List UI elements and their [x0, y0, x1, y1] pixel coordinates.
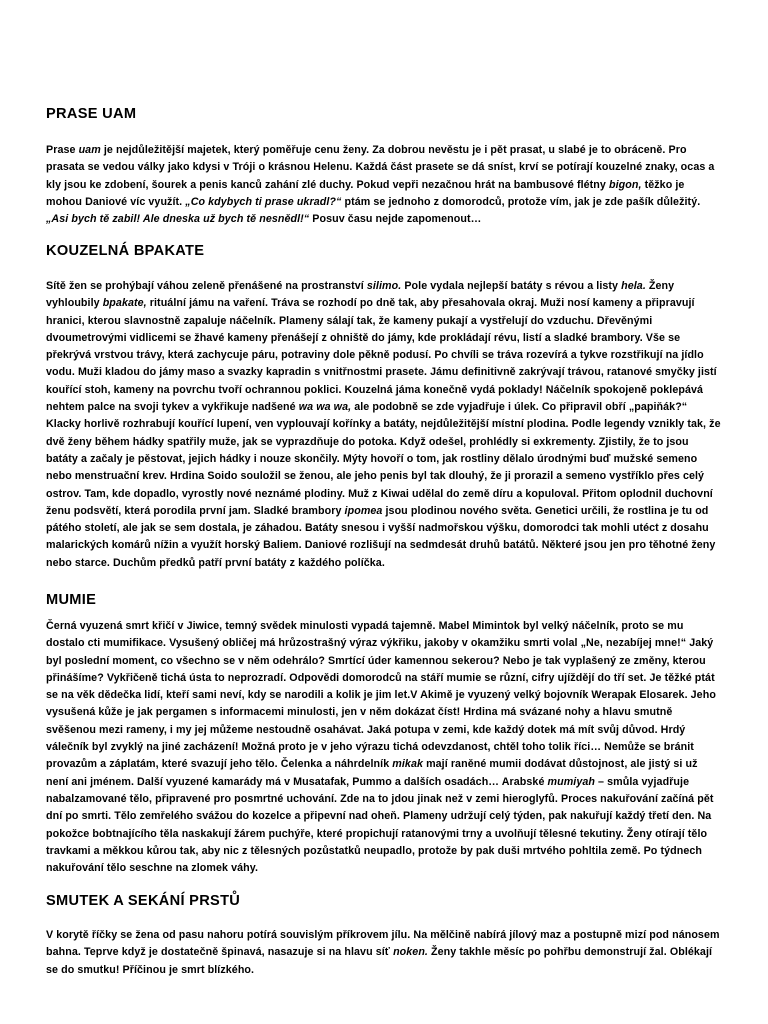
- text-run: rituální jámu na vaření. Tráva se rozhodí po dně tak, aby přesahovala okraj. Muži nosí kameny a připravují hranici, kterou slavnostně zapaluje náčelník. Plameny sálají tak, že kameny pukají a vystřelují do vzduchu. Dřevěnými dvoumetrovými vidlicemi se žhavé kameny přenášejí z ohniště do jámy, kde prokládají révu, listí a sladké brambory. Vše se překrývá vrstvou trávy, která zachycuje páru, potraviny dole pěkně podusí. Po chvíli se tráva rozevírá a tykve rozstřikují na jídlo vodu. Muži kladou do jámy maso a svazky kapradin s vnitřnostmi prasete. Jámu definitivně zakrývají trávou, ratanové smyčky jistí kouřící stoh, kameny na povrchu tvoří ochrannou poklici. Kouzelná jáma konečně vydá poklady! Náčelník spokojeně poklepává nehtem palce na svoji tykev a vykřikuje nadšené: [46, 297, 717, 414]
- emphasized-term: hela.: [621, 280, 646, 292]
- section-heading-kouzelna-bpakate: KOUZELNÁ BPAKATE: [46, 243, 205, 259]
- text-run: ale podobně se zde vyjadřuje i úlek. Co připravil obří „papiňák?“ Klacky horlivě rozhrabují kouřící lupení, ven vyplouvají kořínky a batáty, nejdůležitější místní plodina. Podle legendy vznikly tak, že dvě ženy během hádky spatřily muže, jak se vyprazdňuje do potoka. Když odešel, prohlédly si exkrementy. Zjistily, že to jsou batáty a začaly je pěstovat, jejich hádky i nouze skončily. Mýty hovoří o tom, jak rostliny dělalo úrodnými buď mužské semeno nebo menstruační krev. Hrdina Soido souložil se ženou, ale jeho penis byl tak dlouhý, že ji prorazil a semeno vystříklo přes celý ostrov. Tam, kde dopadlo, vyrostly nové neznámé plodiny. Muž z Kiwai udělal do země díru a kopuloval. Přitom oplodnil duchovní ženu podsvětí, která porodila první jam. Sladké brambory: [46, 401, 721, 517]
- text-run: Pole vydala nejlepší batáty s révou a listy: [401, 280, 622, 292]
- text-run: mají raněné mumii dodávat důstojnost, ale jistý si už není ani jménem. Další vyuzené kamarády má v Musatafak, Pummo a dalších osadách… Arabské: [46, 758, 698, 788]
- text-run: Černá vyuzená smrt křičí v Jiwice, temný svědek minulosti vypadá tajemně. Mabel Mimintok byl velký náčelník, proto se mu dostalo cti mumifikace. Vysušený obličej má hrůzostrašný výraz výkřiku, jakoby v okamžiku smrti volal „Ne, nezabíjej mne!“ Jaký byl poslední moment, co všechno se v něm odehrálo? Smrtící úder kamennou sekerou? Nebo je tak vyplašený ze změny, kterou přinášíme? Vykřičeně tichá ústa to neprozradí. Odpovědi domorodců na stáří mumie se různí, cifry ujíždějí do tří set. Je těžké ptát se na věk dědečka lidí, kteří sami neví, kdy se narodili a kolik je jim let.V Akimě je vyuzený velký bojovník Werapak Elosarek. Jeho vysušená kůže je jak pergamen s informacemi minulosti, jen v něm dokázat číst! Hrdina má svázané nohy a hlavu smutně svěšenou mezi rameny, i my jej můžeme nestoudně osahávat. Jaká potupa v zemi, kde každý dotek má mít svůj důvod. Hrdý válečník byl zvyklý na jiné zacházení! Možná proto je v jeho výrazu tichá odevzdanost, chtěl toho tolik říci… Nemůže se bránit provazům a záplatám, které svazují jeho tělo. Čelenka a náhrdelník: [46, 620, 716, 771]
- section-body-smutek: [46, 927, 722, 979]
- section-body-kouzelna-bpakate: [46, 278, 722, 572]
- text-run: těžko je mohou Daniové víc využít.: [46, 178, 685, 208]
- emphasized-term: ipomea: [344, 504, 383, 517]
- emphasized-term: mikak: [392, 758, 424, 771]
- emphasized-term: noken.: [393, 946, 428, 959]
- text-run: Prase: [46, 144, 79, 156]
- text-run: V korytě říčky se žena od pasu nahoru potírá souvislým příkrovem jílu. Na mělčině nabírá jílový maz a postupně mizí pod nánosem bahna. Teprve když je dostatečně špinavá, nasazuje si na hlavu síť: [46, 929, 720, 959]
- emphasized-term: uam: [78, 144, 101, 156]
- text-run: je nejdůležitější majetek, který poměřuje cenu ženy. Za dobrou nevěstu je i pět prasat, u slabé je to obráceně. Pro prasata se vedou války jako kdysi v Tróji o krásnou Helenu. Každá část prasete se dá sníst, krví se potírají kouzelné znaky, ocas a kly jsou ke zdobení, šourek a penis kanců zahání zlé duchy. Pokud vepři nezačnou hrát na bambusové flétny: [46, 144, 715, 191]
- text-run: Sítě žen se prohýbají váhou zeleně přenášené na prostranství: [46, 280, 367, 292]
- text-run: ptám se jednoho z domorodců, protože vím, jak je zde pašík důležitý.: [341, 195, 701, 208]
- section-body-prase-uam: [46, 142, 722, 228]
- text-run: Posuv času nejde zapomenout…: [309, 213, 482, 226]
- section-heading-mumie: MUMIE: [46, 592, 97, 608]
- emphasized-term: silimo.: [366, 280, 402, 292]
- section-heading-prase-uam: PRASE UAM: [46, 106, 137, 122]
- text-run: jsou plodinou nového světa. Genetici určili, že rostlina je tu od pátého století, ale jak se sem dostala, je záhadou. Batáty snesou i vyšší nadmořskou výšku, domorodci tak mohli utéct z dosahu malarických komárů nížin a využít horský Baliem. Daniové rozlišují na sedmdesát druhů batátů. Některé jsou jen pro těhotné ženy nebo starce. Duchům předků patří první batáty z každého políčka.: [46, 504, 716, 569]
- emphasized-term: mumiyah: [547, 775, 595, 788]
- emphasized-term: wa wa wa,: [298, 401, 352, 414]
- section-heading-smutek: SMUTEK A SEKÁNÍ PRSTŮ: [46, 893, 241, 909]
- text-run: – smůla vyjadřuje nabalzamované tělo, připravené pro posmrtné uchování. Zde na to jdou jinak než v zemi hieroglyfů. Proces nakuřování začíná pět dní po smrti. Tělo zemřelého svážou do kozelce a připevní nad oheň. Plameny udržují celý týden, pak nakuřují každý třetí den. Na pokožce bobtnajícího těla naskakují žárem puchýře, které propichují ratanovými trny a uvolňují tělesné tekutiny. Ženy otírají tělo travkami a měkkou kůrou tak, aby nic z tělesných pozůstatků neupadlo, protože by pak duši mrtvého pohltila země. Po týdnech nakuřování tělo seschne na zlomek váhy.: [46, 775, 714, 875]
- emphasized-term: „Co kdybych ti prase ukradl?“: [185, 195, 342, 208]
- emphasized-term: „Asi bych tě zabil! Ale dneska už bych tě nesnědl!“: [46, 213, 310, 226]
- section-body-mumie: [46, 618, 722, 877]
- emphasized-term: bigon,: [609, 178, 642, 191]
- emphasized-term: bpakate,: [102, 297, 147, 310]
- text-run: Ženy takhle měsíc po pohřbu demonstrují žal. Oblékají se do smutku! Příčinou je smrt blízkého.: [46, 946, 713, 976]
- text-run: Ženy vyhloubily: [46, 280, 675, 310]
